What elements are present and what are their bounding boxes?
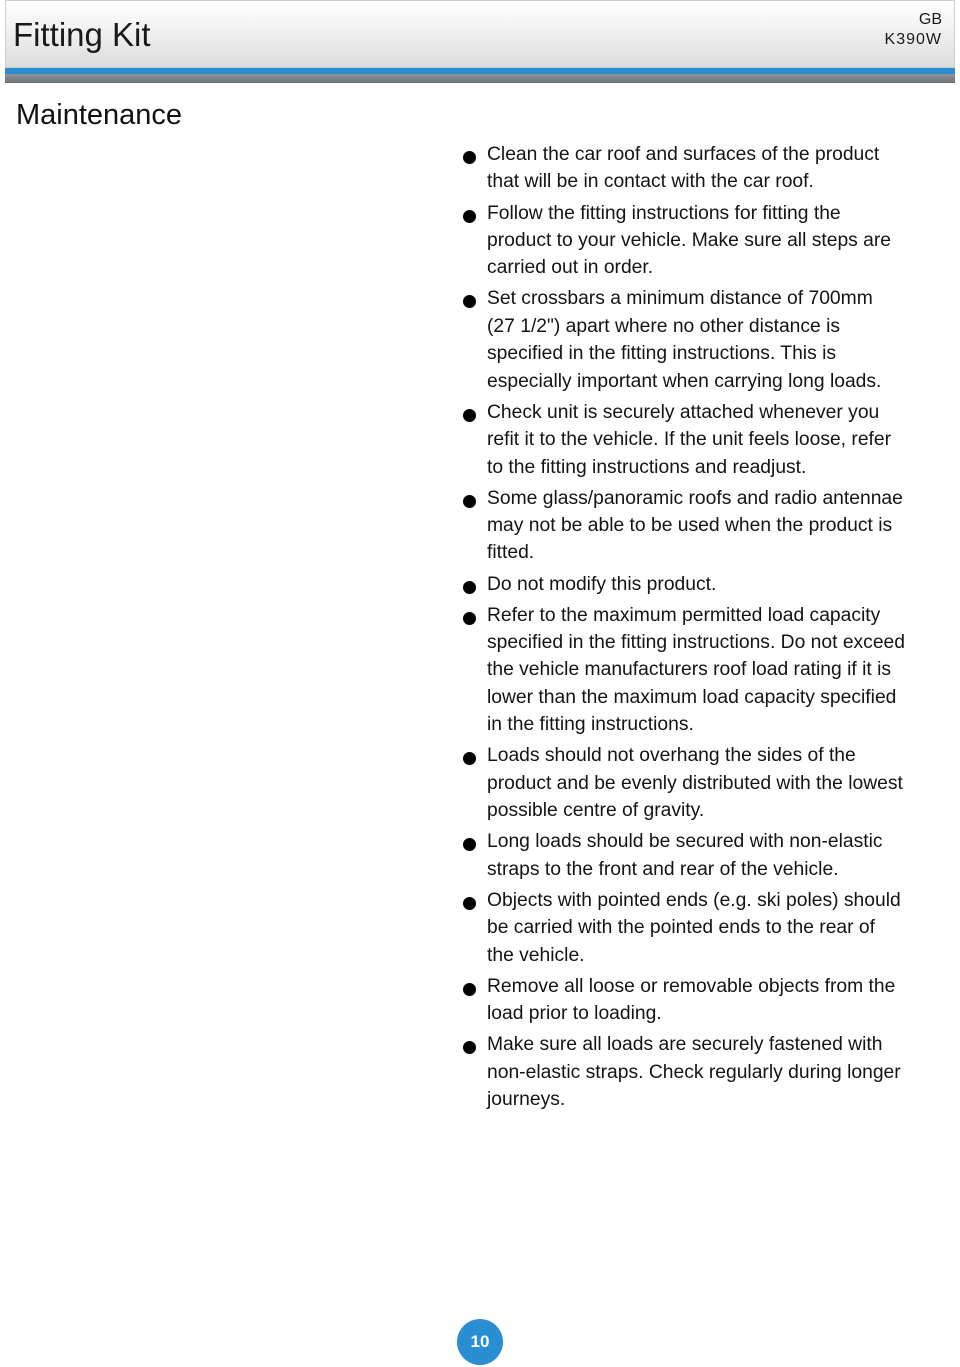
bullet-icon xyxy=(463,897,476,910)
list-item-text: Clean the car roof and surfaces of the product that will be in contact with the car roof. xyxy=(487,144,880,193)
bullet-icon xyxy=(463,1041,476,1054)
list-item xyxy=(460,887,905,969)
bullet-icon xyxy=(463,151,476,164)
list-item xyxy=(460,399,905,481)
page-header xyxy=(5,0,955,68)
bullet-icon xyxy=(463,295,476,308)
bullet-icon xyxy=(463,612,476,625)
list-item-text: Long loads should be secured with non-elastic straps to the front and rear of the vehicle. xyxy=(487,831,883,880)
bullet-icon xyxy=(463,838,476,851)
maintenance-list xyxy=(460,141,905,1117)
list-item xyxy=(460,1031,905,1113)
list-item-text: Loads should not overhang the sides of the product and be evenly distributed with the lowest possible centre of gravity. xyxy=(487,745,903,822)
bullet-icon xyxy=(463,210,476,223)
list-item xyxy=(460,200,905,282)
list-item-text: Make sure all loads are securely fastened with non-elastic straps. Check regularly during longer journeys. xyxy=(487,1034,901,1110)
header-shadow-bar xyxy=(5,74,955,83)
section-title: Maintenance xyxy=(16,99,183,131)
list-item-text: Set crossbars a minimum distance of 700mm (27 1/2") apart where no other distance is specified in the fitting instructions. This is especially important when carrying long loads. xyxy=(487,288,882,392)
header-meta xyxy=(885,10,942,50)
region-code: GB xyxy=(918,11,942,28)
bullet-icon xyxy=(463,983,476,996)
list-item xyxy=(460,828,905,883)
list-item xyxy=(460,602,905,739)
list-item-text: Objects with pointed ends (e.g. ski poles) should be carried with the pointed ends to the rear of the vehicle. xyxy=(487,889,901,966)
list-item xyxy=(460,485,905,567)
list-item-text: Some glass/panoramic roofs and radio antennae may not be able to be used when the product is fitted. xyxy=(487,487,903,564)
list-item-text: Do not modify this product. xyxy=(487,573,717,595)
list-item xyxy=(460,973,905,1028)
list-item xyxy=(460,285,905,395)
list-item-text: Remove all loose or removable objects from the load prior to loading. xyxy=(487,975,896,1025)
product-code: K390W xyxy=(884,31,942,48)
page-number-badge: 10 xyxy=(457,1319,503,1365)
bullet-icon xyxy=(463,495,476,508)
list-item xyxy=(460,742,905,824)
list-item xyxy=(460,571,905,598)
list-item-text: Refer to the maximum permitted load capacity specified in the fitting instructions. Do not exceed the vehicle manufacturers roof load rating if it is lower than the maximum load capacity specified in the fitting instructions. xyxy=(487,604,905,736)
bullet-icon xyxy=(463,752,476,765)
bullet-icon xyxy=(463,581,476,594)
bullet-icon xyxy=(463,409,476,422)
list-item-text: Follow the fitting instructions for fitting the product to your vehicle. Make sure all steps are carried out in order. xyxy=(487,202,892,279)
header-title: Fitting Kit xyxy=(13,16,151,53)
list-item-text: Check unit is securely attached whenever you refit it to the vehicle. If the unit feels loose, refer to the fitting instructions and readjust. xyxy=(487,401,892,478)
list-item xyxy=(460,141,905,196)
